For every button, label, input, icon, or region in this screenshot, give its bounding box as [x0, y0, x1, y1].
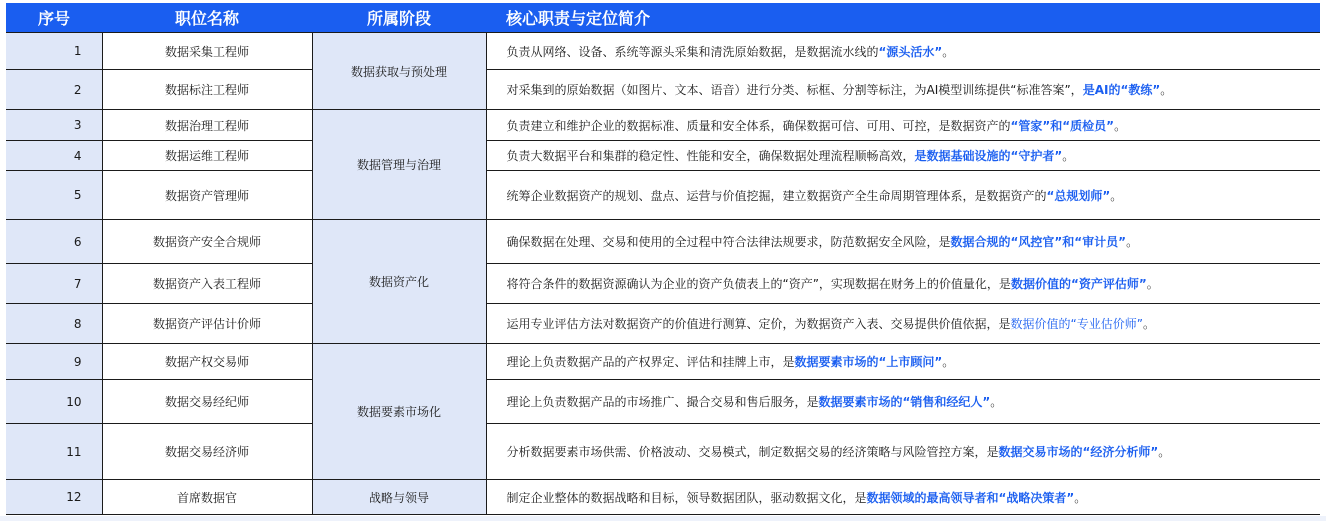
roles-table [6, 3, 1320, 515]
role-description [486, 220, 1320, 264]
desc-highlight: “总规划师” [1046, 188, 1111, 203]
role-title: 数据标注工程师 [102, 70, 312, 110]
desc-text: 负责大数据平台和集群的稳定性、性能和安全，确保数据处理流程顺畅高效， [506, 149, 915, 163]
desc-tail: 。 [1142, 317, 1155, 331]
desc-text: 分析数据要素市场供需、价格波动、交易模式，制定数据交易的经济策略与风险管控方案，是 [506, 445, 999, 459]
row-num: 5 [6, 171, 102, 220]
header-row [6, 3, 1320, 33]
desc-text: 负责从网络、设备、系统等源头采集和清洗原始数据，是数据流水线的 [506, 44, 879, 59]
desc-highlight: 是AI的“教练” [1082, 83, 1161, 97]
role-title: 数据资产入表工程师 [102, 264, 312, 304]
table-row [6, 220, 1320, 264]
role-title: 首席数据官 [102, 480, 312, 515]
table-row [6, 424, 1320, 480]
desc-tail: 。 [942, 44, 955, 59]
row-num: 6 [6, 220, 102, 264]
role-description [486, 380, 1320, 424]
row-num: 4 [6, 141, 102, 171]
desc-highlight: 是数据基础设施的“守护者” [914, 149, 1063, 163]
role-title: 数据运维工程师 [102, 141, 312, 171]
table-row [6, 264, 1320, 304]
stage-cell: 数据获取与预处理 [312, 33, 486, 110]
desc-text: 运用专业评估方法对数据资产的价值进行测算、定价，为数据资产入表、交易提供价值依据，是 [506, 317, 1011, 331]
role-title: 数据交易经纪师 [102, 380, 312, 424]
desc-tail: 。 [1074, 490, 1087, 505]
table-row [6, 70, 1320, 110]
row-num: 11 [6, 424, 102, 480]
role-description [486, 344, 1320, 380]
stage-cell: 数据要素市场化 [312, 344, 486, 480]
table-row [6, 344, 1320, 380]
role-description [486, 264, 1320, 304]
row-num: 1 [6, 33, 102, 70]
desc-tail: 。 [942, 355, 955, 369]
desc-text: 将符合条件的数据资源确认为企业的资产负债表上的“资产”，实现数据在财务上的价值量化，是 [506, 277, 1011, 291]
role-title: 数据资产管理师 [102, 171, 312, 220]
row-num: 12 [6, 480, 102, 515]
desc-highlight: 数据领域的最高领导者和“战略决策者” [866, 490, 1075, 505]
role-description [486, 424, 1320, 480]
role-description [486, 171, 1320, 220]
desc-text: 统筹企业数据资产的规划、盘点、运营与价值挖掘，建立数据资产全生命周期管理体系，是数据资产的 [506, 188, 1047, 203]
table-row [6, 141, 1320, 171]
desc-highlight: 数据交易市场的“经济分析师” [998, 445, 1159, 459]
role-title: 数据交易经济师 [102, 424, 312, 480]
table-row [6, 480, 1320, 515]
row-num: 2 [6, 70, 102, 110]
role-description [486, 110, 1320, 141]
desc-text: 制定企业整体的数据战略和目标，领导数据团队，驱动数据文化，是 [506, 490, 867, 505]
desc-tail: 。 [990, 395, 1003, 409]
role-title: 数据采集工程师 [102, 33, 312, 70]
role-description [486, 141, 1320, 171]
desc-tail: 。 [1114, 118, 1127, 133]
stage-cell: 数据管理与治理 [312, 110, 486, 220]
desc-highlight: 数据要素市场的“销售和经纪人” [818, 395, 991, 409]
header-title: 职位名称 [102, 3, 312, 33]
role-description [486, 304, 1320, 344]
desc-tail: 。 [1160, 83, 1173, 97]
desc-highlight: 数据价值的“资产评估师” [1010, 277, 1147, 291]
desc-text: 对采集到的原始数据（如图片、文本、语音）进行分类、标框、分割等标注，为AI模型训练提供“标准答案”， [506, 83, 1083, 97]
desc-highlight: 数据要素市场的“上市顾问” [794, 355, 943, 369]
stage-cell: 战略与领导 [312, 480, 486, 515]
desc-highlight: “管家”和“质检员” [1010, 118, 1115, 133]
desc-highlight: 数据价值的“专业估价师” [1010, 317, 1143, 331]
desc-text: 理论上负责数据产品的产权界定、评估和挂牌上市，是 [506, 355, 795, 369]
role-description [486, 480, 1320, 515]
table-row [6, 171, 1320, 220]
desc-tail: 。 [1146, 277, 1159, 291]
role-title: 数据产权交易师 [102, 344, 312, 380]
desc-highlight: 数据合规的“风控官”和“审计员” [950, 235, 1127, 249]
desc-text: 确保数据在处理、交易和使用的全过程中符合法律法规要求，防范数据安全风险，是 [506, 235, 951, 249]
role-title: 数据资产评估计价师 [102, 304, 312, 344]
table-row [6, 304, 1320, 344]
role-title: 数据治理工程师 [102, 110, 312, 141]
header-stage: 所属阶段 [312, 3, 486, 33]
header-desc: 核心职责与定位简介 [486, 3, 1320, 33]
desc-tail: 。 [1126, 235, 1139, 249]
desc-tail: 。 [1062, 149, 1075, 163]
role-title: 数据资产安全合规师 [102, 220, 312, 264]
row-num: 7 [6, 264, 102, 304]
desc-tail: 。 [1158, 445, 1171, 459]
row-num: 8 [6, 304, 102, 344]
bottom-margin [0, 516, 1326, 521]
table-row [6, 33, 1320, 70]
table-row [6, 110, 1320, 141]
role-description [486, 70, 1320, 110]
row-num: 9 [6, 344, 102, 380]
row-num: 10 [6, 380, 102, 424]
desc-highlight: “源头活水” [878, 44, 943, 59]
stage-cell: 数据资产化 [312, 220, 486, 344]
desc-text: 理论上负责数据产品的市场推广、撮合交易和售后服务，是 [506, 395, 819, 409]
desc-text: 负责建立和维护企业的数据标准、质量和安全体系，确保数据可信、可用、可控，是数据资产的 [506, 118, 1011, 133]
desc-tail: 。 [1110, 188, 1123, 203]
table-row [6, 380, 1320, 424]
row-num: 3 [6, 110, 102, 141]
header-num: 序号 [6, 3, 102, 33]
role-description [486, 33, 1320, 70]
